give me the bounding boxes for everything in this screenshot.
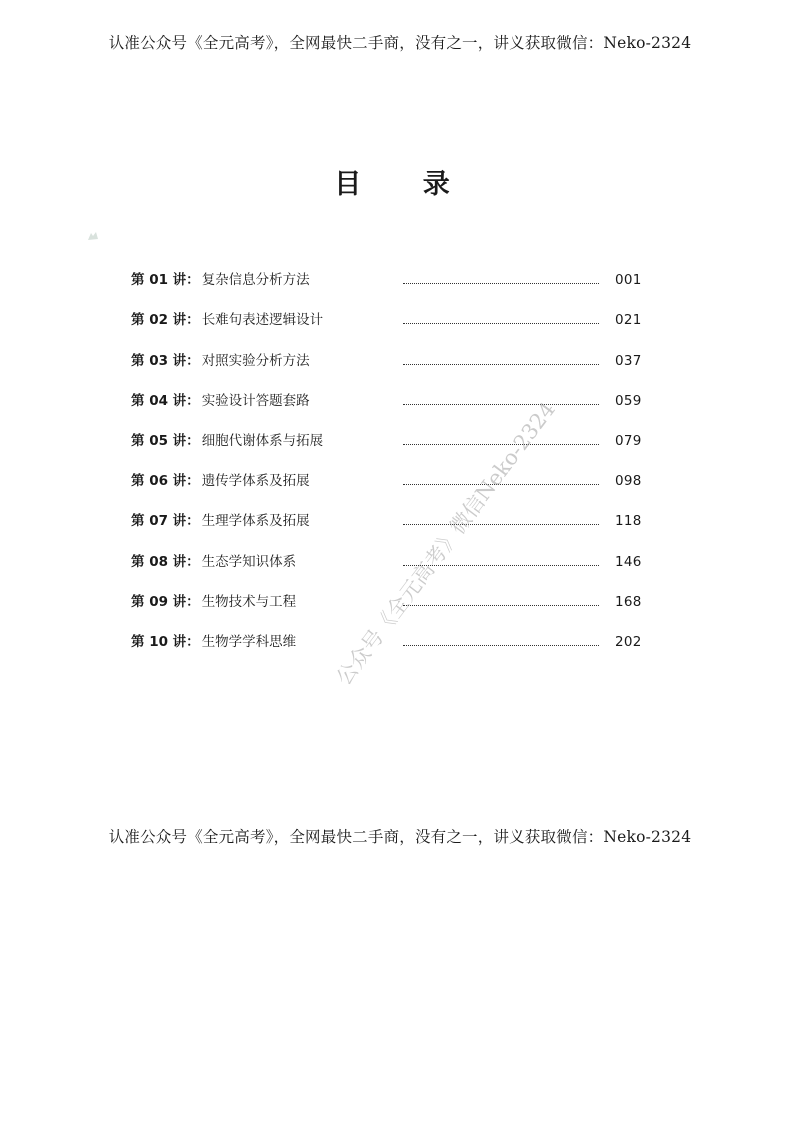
toc-lecture-title: 复杂信息分析方法 xyxy=(201,272,310,289)
toc-entry-04[interactable] xyxy=(131,369,641,409)
toc-entry-07[interactable] xyxy=(131,489,641,529)
toc-lecture-title: 长难句表述逻辑设计 xyxy=(201,312,324,329)
scan-speck-decoration xyxy=(86,230,100,242)
header-note: 认准公众号《全元高考》，全网最快二手商，没有之一，讲义获取微信：Neko-2324 xyxy=(108,34,692,52)
toc-dot-leader xyxy=(403,322,599,324)
toc-page-number: 202 xyxy=(615,633,642,650)
toc-entry-06[interactable] xyxy=(131,449,641,489)
toc-dot-leader xyxy=(403,483,599,485)
toc-lecture-number: 第 05 讲： xyxy=(131,432,200,449)
toc-lecture-number: 第 03 讲： xyxy=(131,352,200,369)
toc-entry-08[interactable] xyxy=(131,529,641,569)
toc-page-number: 059 xyxy=(615,392,642,409)
page-title: 目 录 xyxy=(334,169,476,200)
toc-lecture-title: 生物技术与工程 xyxy=(201,593,297,610)
toc-lecture-number: 第 01 讲： xyxy=(131,272,200,289)
toc-lecture-number: 第 07 讲： xyxy=(131,513,200,530)
toc-page-number: 146 xyxy=(615,553,642,570)
toc-entry-05[interactable] xyxy=(131,409,641,449)
toc-dot-leader xyxy=(403,564,599,566)
toc-page-number: 001 xyxy=(615,272,642,289)
diagonal-watermark: 公众号《全元高考》微信Neko-2324 xyxy=(331,397,561,690)
toc-entry-03[interactable] xyxy=(131,328,641,368)
toc-lecture-title: 细胞代谢体系与拓展 xyxy=(201,432,324,449)
toc-dot-leader xyxy=(403,403,599,405)
toc-dot-leader xyxy=(403,443,599,445)
toc-entry-10[interactable] xyxy=(131,610,641,650)
toc-lecture-title: 生物学学科思维 xyxy=(201,633,297,650)
toc-lecture-number: 第 10 讲： xyxy=(131,633,200,650)
toc-dot-leader xyxy=(403,604,599,606)
footer-note: 认准公众号《全元高考》，全网最快二手商，没有之一，讲义获取微信：Neko-2324 xyxy=(108,828,692,846)
toc-page-number: 168 xyxy=(615,593,642,610)
toc-lecture-title: 对照实验分析方法 xyxy=(201,352,310,369)
toc-lecture-number: 第 02 讲： xyxy=(131,312,200,329)
toc-page-number: 021 xyxy=(615,312,642,329)
toc-lecture-title: 生态学知识体系 xyxy=(201,553,297,570)
toc-lecture-number: 第 09 讲： xyxy=(131,593,200,610)
toc-lecture-number: 第 04 讲： xyxy=(131,392,200,409)
toc-entry-01[interactable] xyxy=(131,248,641,288)
toc-page-number: 098 xyxy=(615,473,642,490)
toc-page-number: 118 xyxy=(615,513,642,530)
toc-lecture-title: 生理学体系及拓展 xyxy=(201,513,310,530)
table-of-contents xyxy=(131,248,641,650)
toc-dot-leader xyxy=(403,282,599,284)
toc-entry-09[interactable] xyxy=(131,570,641,610)
toc-dot-leader xyxy=(403,523,599,525)
toc-lecture-number: 第 08 讲： xyxy=(131,553,200,570)
toc-page-number: 037 xyxy=(615,352,642,369)
toc-entry-02[interactable] xyxy=(131,288,641,328)
toc-dot-leader xyxy=(403,644,599,646)
toc-page-number: 079 xyxy=(615,432,642,449)
toc-lecture-title: 实验设计答题套路 xyxy=(201,392,310,409)
toc-dot-leader xyxy=(403,363,599,365)
toc-lecture-number: 第 06 讲： xyxy=(131,473,200,490)
toc-lecture-title: 遗传学体系及拓展 xyxy=(201,473,310,490)
